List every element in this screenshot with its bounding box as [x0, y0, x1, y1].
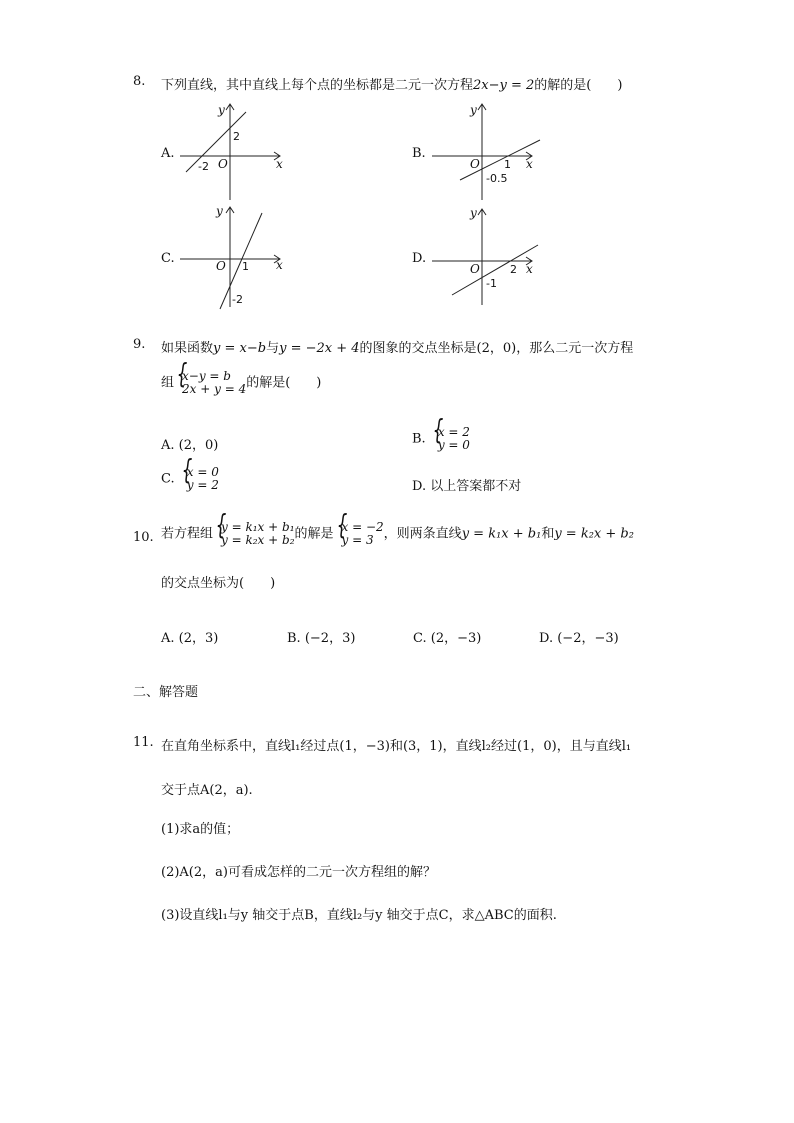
q9-system-eq2: 2x + y = 4 — [182, 382, 247, 396]
tick-label-y: -0.5 — [486, 172, 508, 185]
q11-stem-line2: 交于点A(2，a). — [161, 783, 253, 798]
tick-label-x: 1 — [504, 158, 511, 171]
q10-option-a-text: (2，3) — [178, 631, 219, 646]
tick-label-x: 2 — [510, 263, 517, 276]
q9-system-eq1: { x−y = b — [182, 369, 231, 383]
q10-solution-eq1: { x = −2 — [341, 520, 384, 534]
tick-label-y: 2 — [233, 130, 240, 143]
q10-option-c-letter: C. — [413, 631, 427, 646]
q10-option-c-text: (2，−3) — [430, 631, 482, 646]
q9-line2 — [161, 370, 321, 396]
q11-stem-line1: 在直角坐标系中，直线l₁经过点(1，−3)和(3，1)，直线l₂经过(1，0)，且与直线l₁ — [161, 739, 632, 754]
tick-label-x: -2 — [198, 160, 209, 173]
q10-option-d — [539, 627, 619, 646]
q9-equation-system — [174, 370, 246, 396]
q9-option-d — [412, 475, 521, 494]
q9-option-d-text: 以上答案都不对 — [430, 479, 522, 494]
q9-function-1: y = x−b — [213, 341, 267, 356]
q9-option-b-eq1: { x = 2 — [437, 425, 470, 439]
q10-option-a-letter: A. — [161, 631, 175, 646]
section-heading: 二、解答题 — [133, 685, 199, 700]
q8-option-d-letter: D. — [412, 251, 427, 266]
q10-system-eq1: { y = k₁x + b₁ — [221, 520, 295, 534]
q8-option-b-letter: B. — [412, 146, 426, 161]
q10-line-2: y = k₂x + b₂ — [554, 526, 634, 542]
q10-equation-system — [213, 521, 295, 547]
y-axis-label: y — [470, 103, 477, 117]
q9-option-d-letter: D. — [412, 479, 427, 494]
q9-option-c — [161, 466, 219, 492]
q10-option-b-text: (−2，3) — [304, 631, 356, 646]
q10-option-d-text: (−2，−3) — [557, 631, 619, 646]
q10-stem — [161, 521, 634, 547]
q8-option-c-letter: C. — [161, 251, 175, 266]
q8-number: 8. — [133, 74, 146, 89]
q10-stem-line2: 的交点坐标为( ) — [161, 576, 276, 591]
q10-number: 10. — [133, 530, 154, 545]
q9-option-b-letter: B. — [412, 431, 426, 447]
q10-option-a — [161, 627, 218, 646]
q9-option-b-eq2: y = 0 — [437, 438, 470, 452]
q10-solution-eq2: y = 3 — [341, 533, 374, 547]
q8-stem — [161, 74, 622, 93]
q9-option-a-text: (2，0) — [178, 438, 219, 453]
q10-option-c — [413, 627, 481, 646]
q9-stem-pre: 如果函数 — [161, 341, 214, 356]
q9-line2-pre: 组 — [161, 375, 175, 391]
origin-label: O — [216, 259, 226, 273]
q10-solution-system — [334, 521, 384, 547]
origin-label: O — [470, 262, 480, 276]
q8-option-c-graph — [180, 203, 290, 311]
q9-stem-mid: 与 — [266, 341, 280, 356]
origin-label: O — [218, 157, 228, 171]
q10-system-eq2: y = k₂x + b₂ — [221, 533, 295, 547]
y-axis-label: y — [218, 103, 225, 117]
tick-label-y: -1 — [486, 277, 497, 290]
q8-stem-equation: 2x−y = 2 — [473, 78, 535, 93]
q11-part-3: (3)设直线l₁与y 轴交于点B，直线l₂与y 轴交于点C，求△ABC的面积. — [161, 908, 557, 923]
q9-option-c-system — [179, 466, 219, 492]
q10-stem-post: ，则两条直线 — [383, 526, 462, 542]
q10-option-b-letter: B. — [287, 631, 301, 646]
q8-stem-post: 的解的是( ) — [534, 78, 623, 93]
q8-option-d-graph — [432, 205, 542, 305]
y-axis-label: y — [216, 204, 223, 218]
q8-stem-pre: 下列直线，其中直线上每个点的坐标都是二元一次方程 — [161, 78, 474, 93]
q11-part-2: (2)A(2，a)可看成怎样的二元一次方程组的解？ — [161, 865, 436, 880]
q9-stem — [161, 337, 633, 356]
x-axis-label: x — [276, 258, 283, 272]
q9-option-c-eq2: y = 2 — [186, 478, 219, 492]
q9-function-2: y = −2x + 4 — [279, 341, 360, 356]
q10-stem-mid: 的解是 — [294, 526, 334, 542]
q8-option-a-letter: A. — [161, 146, 175, 161]
y-axis-label: y — [470, 206, 477, 220]
q9-option-c-eq1: { x = 0 — [186, 465, 219, 479]
q10-option-b — [287, 627, 355, 646]
x-axis-label: x — [526, 262, 533, 276]
q9-option-b — [412, 426, 470, 452]
q8-option-a-graph — [180, 100, 290, 200]
q10-and: 和 — [541, 526, 555, 542]
q9-option-a — [161, 434, 218, 453]
q9-number: 9. — [133, 337, 146, 352]
x-axis-label: x — [526, 157, 533, 171]
q10-stem-pre: 若方程组 — [161, 526, 214, 542]
x-axis-label: x — [276, 157, 283, 171]
q9-option-b-system — [430, 426, 470, 452]
q10-line-1: y = k₁x + b₁ — [461, 526, 542, 542]
q11-number: 11. — [133, 735, 154, 750]
q9-option-a-letter: A. — [161, 438, 175, 453]
q11-part-1: (1)求a的值； — [161, 822, 240, 837]
q9-stem-post: 的图象的交点坐标是(2，0)，那么二元一次方程 — [359, 341, 634, 356]
q9-option-c-letter: C. — [161, 471, 175, 487]
q8-option-b-graph — [432, 100, 542, 200]
q9-line2-post: 的解是( ) — [246, 375, 322, 391]
q10-option-d-letter: D. — [539, 631, 554, 646]
tick-label-y: -2 — [232, 293, 243, 306]
tick-label-x: 1 — [242, 260, 249, 273]
origin-label: O — [470, 157, 480, 171]
